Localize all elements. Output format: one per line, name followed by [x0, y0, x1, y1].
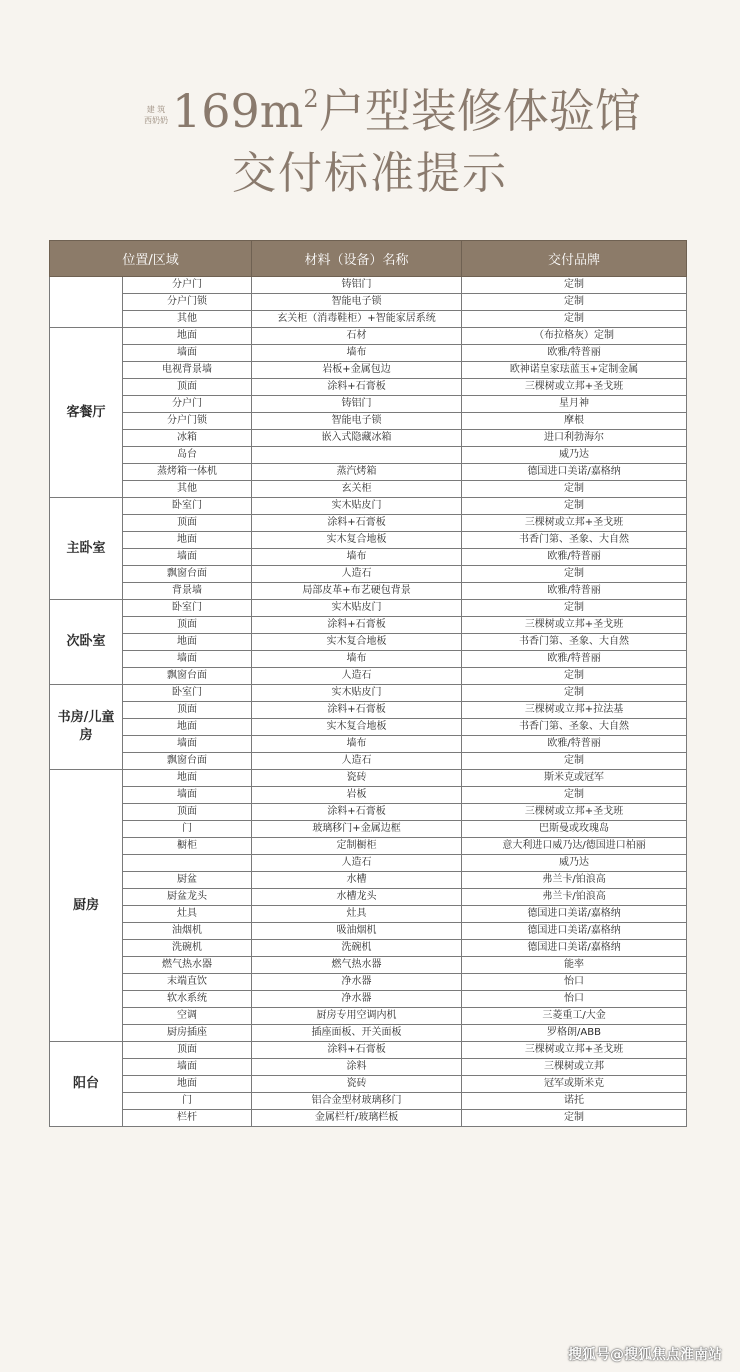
- area-cell: 客餐厅: [50, 328, 123, 498]
- brand-cell: 书香门第、圣象、大自然: [462, 532, 687, 549]
- brand-cell: 弗兰卡/铂浪高: [462, 889, 687, 906]
- material-cell: 智能电子锁: [252, 294, 462, 311]
- location-cell: 墙面: [123, 345, 252, 362]
- material-cell: 铝合金型材玻璃移门: [252, 1093, 462, 1110]
- location-cell: 顶面: [123, 1042, 252, 1059]
- material-cell: 定制橱柜: [252, 838, 462, 855]
- material-cell: 局部皮革+布艺硬包背景: [252, 583, 462, 600]
- table-row: [50, 719, 687, 736]
- area-cell: 书房/儿童房: [50, 685, 123, 770]
- table-row: [50, 906, 687, 923]
- table-row: [50, 549, 687, 566]
- brand-cell: 德国进口美诺/嘉格纳: [462, 923, 687, 940]
- table-row: [50, 515, 687, 532]
- material-cell: 金属栏杆/玻璃栏板: [252, 1110, 462, 1127]
- location-cell: 冰箱: [123, 430, 252, 447]
- brand-cell: 德国进口美诺/嘉格纳: [462, 906, 687, 923]
- location-cell: 蒸烤箱一体机: [123, 464, 252, 481]
- table-row: [50, 430, 687, 447]
- title-superscript: 2: [303, 85, 319, 113]
- material-cell: 铸铝门: [252, 277, 462, 294]
- table-row: [50, 498, 687, 515]
- location-cell: 厨房插座: [123, 1025, 252, 1042]
- location-cell: 燃气热水器: [123, 957, 252, 974]
- brand-cell: 三菱重工/大金: [462, 1008, 687, 1025]
- location-cell: 空调: [123, 1008, 252, 1025]
- brand-cell: 定制: [462, 668, 687, 685]
- material-cell: 墙布: [252, 736, 462, 753]
- location-cell: 分户门锁: [123, 413, 252, 430]
- material-cell: 涂料+石膏板: [252, 515, 462, 532]
- title-rest: 户型装修体验馆: [318, 84, 641, 138]
- location-cell: 分户门锁: [123, 294, 252, 311]
- location-cell: 墙面: [123, 787, 252, 804]
- material-cell: 燃气热水器: [252, 957, 462, 974]
- table-row: [50, 872, 687, 889]
- location-cell: 门: [123, 1093, 252, 1110]
- brand-cell: 书香门第、圣象、大自然: [462, 634, 687, 651]
- brand-cell: 三棵树或立邦+圣戈班: [462, 515, 687, 532]
- material-cell: 水槽: [252, 872, 462, 889]
- area-cell: 阳台: [50, 1042, 123, 1127]
- brand-cell: 定制: [462, 1110, 687, 1127]
- material-cell: 插座面板、开关面板: [252, 1025, 462, 1042]
- material-cell: 石材: [252, 328, 462, 345]
- table-row: [50, 651, 687, 668]
- brand-cell: 三棵树或立邦: [462, 1059, 687, 1076]
- location-cell: 电视背景墙: [123, 362, 252, 379]
- column-header-brand: 交付品牌: [462, 241, 687, 277]
- material-cell: 人造石: [252, 566, 462, 583]
- table-row: [50, 566, 687, 583]
- material-cell: 实木贴皮门: [252, 685, 462, 702]
- location-cell: 栏杆: [123, 1110, 252, 1127]
- table-row: [50, 1093, 687, 1110]
- material-cell: 涂料+石膏板: [252, 617, 462, 634]
- brand-cell: 欧雅/特普丽: [462, 345, 687, 362]
- location-cell: 岛台: [123, 447, 252, 464]
- table-header: [50, 241, 687, 277]
- table-row: [50, 804, 687, 821]
- table-row: [50, 464, 687, 481]
- table-row: [50, 532, 687, 549]
- location-cell: 地面: [123, 1076, 252, 1093]
- table-row: [50, 702, 687, 719]
- table-row: [50, 362, 687, 379]
- location-cell: 地面: [123, 328, 252, 345]
- table-row: [50, 379, 687, 396]
- material-cell: 涂料: [252, 1059, 462, 1076]
- location-cell: 顶面: [123, 379, 252, 396]
- brand-cell: 三棵树或立邦+圣戈班: [462, 804, 687, 821]
- location-cell: 灶具: [123, 906, 252, 923]
- material-cell: 涂料+石膏板: [252, 702, 462, 719]
- location-cell: 卧室门: [123, 498, 252, 515]
- location-cell: 软水系统: [123, 991, 252, 1008]
- location-cell: 其他: [123, 481, 252, 498]
- table-row: [50, 1008, 687, 1025]
- brand-cell: 定制: [462, 481, 687, 498]
- material-cell: 嵌入式隐藏冰箱: [252, 430, 462, 447]
- brand-cell: 欧雅/特普丽: [462, 736, 687, 753]
- material-cell: 铸铝门: [252, 396, 462, 413]
- brand-cell: 三棵树或立邦+圣戈班: [462, 617, 687, 634]
- material-cell: 墙布: [252, 651, 462, 668]
- area-cell: 主卧室: [50, 498, 123, 600]
- area-cell: [50, 277, 123, 328]
- location-cell: 墙面: [123, 736, 252, 753]
- brand-cell: 定制: [462, 753, 687, 770]
- table-row: [50, 1059, 687, 1076]
- location-cell: 背景墙: [123, 583, 252, 600]
- material-cell: 实木复合地板: [252, 532, 462, 549]
- material-cell: 洗碗机: [252, 940, 462, 957]
- brand-cell: 三棵树或立邦+圣戈班: [462, 1042, 687, 1059]
- location-cell: 地面: [123, 770, 252, 787]
- brand-cell: 威乃达: [462, 447, 687, 464]
- brand-cell: 三棵树或立邦+圣戈班: [462, 379, 687, 396]
- page-title: [172, 78, 641, 144]
- brand-cell: 欧雅/特普丽: [462, 583, 687, 600]
- material-cell: 玄关柜（消毒鞋柜）+智能家居系统: [252, 311, 462, 328]
- table-header-row: [50, 241, 687, 277]
- brand-cell: 欧神诺皇家珐蓝玉+定制金属: [462, 362, 687, 379]
- location-cell: 油烟机: [123, 923, 252, 940]
- material-cell: 实木复合地板: [252, 719, 462, 736]
- table-row: [50, 311, 687, 328]
- material-cell: 墙布: [252, 345, 462, 362]
- watermark: 搜狐号@搜狐焦点淮南站: [568, 1347, 722, 1363]
- table-row: [50, 396, 687, 413]
- table-row: [50, 923, 687, 940]
- brand-cell: 斯米克或冠军: [462, 770, 687, 787]
- brand-cell: 星月神: [462, 396, 687, 413]
- title-main: 169m: [172, 84, 304, 138]
- location-cell: 地面: [123, 634, 252, 651]
- brand-cell: 定制: [462, 277, 687, 294]
- location-cell: 顶面: [123, 617, 252, 634]
- column-header-location: 位置/区域: [50, 241, 252, 277]
- brand-logo: [138, 104, 174, 126]
- material-cell: 涂料+石膏板: [252, 1042, 462, 1059]
- table-row: [50, 991, 687, 1008]
- material-cell: 净水器: [252, 974, 462, 991]
- location-cell: 分户门: [123, 396, 252, 413]
- table-row: [50, 855, 687, 872]
- table-row: [50, 634, 687, 651]
- brand-cell: 定制: [462, 294, 687, 311]
- brand-cell: 三棵树或立邦+拉法基: [462, 702, 687, 719]
- material-cell: 智能电子锁: [252, 413, 462, 430]
- location-cell: 顶面: [123, 515, 252, 532]
- location-cell: 地面: [123, 719, 252, 736]
- brand-cell: 冠军或斯米克: [462, 1076, 687, 1093]
- material-cell: 实木复合地板: [252, 634, 462, 651]
- material-cell: 岩板: [252, 787, 462, 804]
- table-row: [50, 753, 687, 770]
- table-row: [50, 1076, 687, 1093]
- table-row: [50, 617, 687, 634]
- location-cell: 飘窗台面: [123, 753, 252, 770]
- material-cell: 实木贴皮门: [252, 600, 462, 617]
- table-body: [50, 277, 687, 1127]
- brand-cell: 意大利进口威乃达/德国进口柏丽: [462, 838, 687, 855]
- brand-cell: 能率: [462, 957, 687, 974]
- column-header-material: 材料（设备）名称: [252, 241, 462, 277]
- table-row: [50, 1025, 687, 1042]
- table-row: [50, 1110, 687, 1127]
- table-row: [50, 1042, 687, 1059]
- material-cell: 厨房专用空调内机: [252, 1008, 462, 1025]
- table-row: [50, 583, 687, 600]
- brand-cell: 巴斯曼或玫瑰岛: [462, 821, 687, 838]
- delivery-standard-table: [49, 240, 687, 1127]
- material-cell: 人造石: [252, 855, 462, 872]
- table-row: [50, 889, 687, 906]
- table-row: [50, 294, 687, 311]
- table-row: [50, 413, 687, 430]
- table-row: [50, 345, 687, 362]
- location-cell: 顶面: [123, 804, 252, 821]
- brand-cell: 威乃达: [462, 855, 687, 872]
- location-cell: 卧室门: [123, 685, 252, 702]
- material-cell: 玄关柜: [252, 481, 462, 498]
- brand-cell: 弗兰卡/铂浪高: [462, 872, 687, 889]
- table-row: [50, 838, 687, 855]
- page-subtitle: 交付标准提示: [232, 148, 508, 199]
- material-cell: 瓷砖: [252, 770, 462, 787]
- table-row: [50, 685, 687, 702]
- table-row: [50, 277, 687, 294]
- brand-cell: 定制: [462, 566, 687, 583]
- table-row: [50, 328, 687, 345]
- location-cell: 洗碗机: [123, 940, 252, 957]
- location-cell: 橱柜: [123, 838, 252, 855]
- area-cell: 厨房: [50, 770, 123, 1042]
- table-row: [50, 957, 687, 974]
- table-row: [50, 821, 687, 838]
- table-row: [50, 736, 687, 753]
- location-cell: 墙面: [123, 549, 252, 566]
- brand-cell: 德国进口美诺/嘉格纳: [462, 940, 687, 957]
- brand-cell: 德国进口美诺/嘉格纳: [462, 464, 687, 481]
- location-cell: 地面: [123, 532, 252, 549]
- location-cell: 飘窗台面: [123, 566, 252, 583]
- material-cell: 吸油烟机: [252, 923, 462, 940]
- brand-cell: 怡口: [462, 974, 687, 991]
- table-row: [50, 668, 687, 685]
- material-cell: 实木贴皮门: [252, 498, 462, 515]
- location-cell: 顶面: [123, 702, 252, 719]
- material-cell: 岩板+金属包边: [252, 362, 462, 379]
- material-cell: 墙布: [252, 549, 462, 566]
- location-cell: 末端直饮: [123, 974, 252, 991]
- table-row: [50, 447, 687, 464]
- table-row: [50, 600, 687, 617]
- logo-text: 建 筑 西奶奶: [144, 105, 168, 125]
- table-row: [50, 787, 687, 804]
- brand-cell: 定制: [462, 685, 687, 702]
- material-cell: 涂料+石膏板: [252, 804, 462, 821]
- brand-cell: 欧雅/特普丽: [462, 549, 687, 566]
- brand-cell: 怡口: [462, 991, 687, 1008]
- material-cell: 蒸汽烤箱: [252, 464, 462, 481]
- brand-cell: 定制: [462, 600, 687, 617]
- brand-cell: 摩根: [462, 413, 687, 430]
- table-row: [50, 481, 687, 498]
- material-cell: 玻璃移门+金属边框: [252, 821, 462, 838]
- table-row: [50, 770, 687, 787]
- brand-cell: 定制: [462, 498, 687, 515]
- table-row: [50, 940, 687, 957]
- material-cell: 灶具: [252, 906, 462, 923]
- brand-cell: 定制: [462, 787, 687, 804]
- brand-cell: 进口利勃海尔: [462, 430, 687, 447]
- material-cell: 人造石: [252, 668, 462, 685]
- location-cell: 其他: [123, 311, 252, 328]
- location-cell: [123, 855, 252, 872]
- location-cell: 厨盆: [123, 872, 252, 889]
- brand-cell: 定制: [462, 311, 687, 328]
- brand-cell: （布拉格灰）定制: [462, 328, 687, 345]
- material-cell: 人造石: [252, 753, 462, 770]
- table-row: [50, 974, 687, 991]
- location-cell: 门: [123, 821, 252, 838]
- location-cell: 墙面: [123, 651, 252, 668]
- title-block: [0, 78, 740, 208]
- area-cell: 次卧室: [50, 600, 123, 685]
- material-cell: [252, 447, 462, 464]
- location-cell: 卧室门: [123, 600, 252, 617]
- material-cell: 净水器: [252, 991, 462, 1008]
- material-cell: 瓷砖: [252, 1076, 462, 1093]
- material-cell: 涂料+石膏板: [252, 379, 462, 396]
- brand-cell: 罗格朗/ABB: [462, 1025, 687, 1042]
- location-cell: 飘窗台面: [123, 668, 252, 685]
- brand-cell: 书香门第、圣象、大自然: [462, 719, 687, 736]
- brand-cell: 诺托: [462, 1093, 687, 1110]
- material-cell: 水槽龙头: [252, 889, 462, 906]
- brand-cell: 欧雅/特普丽: [462, 651, 687, 668]
- location-cell: 分户门: [123, 277, 252, 294]
- location-cell: 墙面: [123, 1059, 252, 1076]
- location-cell: 厨盆龙头: [123, 889, 252, 906]
